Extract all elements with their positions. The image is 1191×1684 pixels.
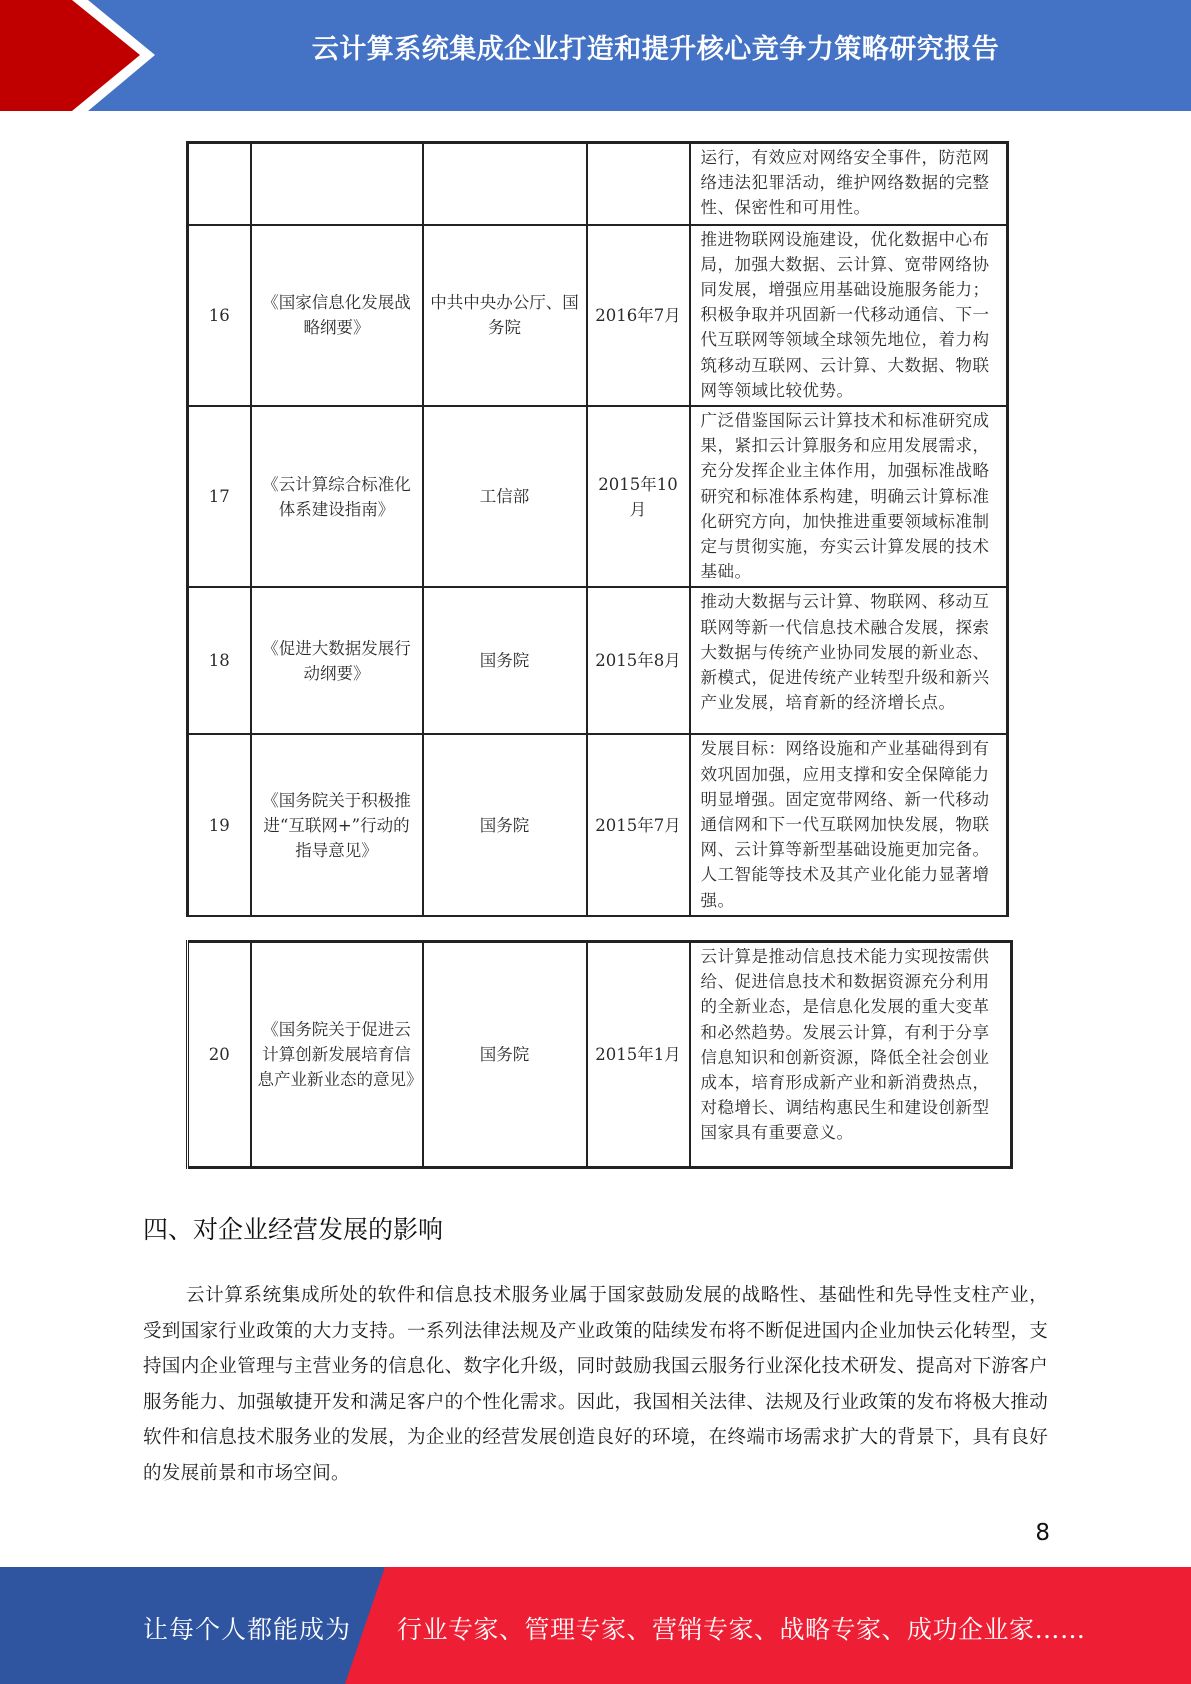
row-number: 19 (188, 734, 251, 915)
policy-content: 云计算是推动信息技术能力实现按需供给、促进信息技术和数据资源充分利用的全新业态，是信息化发展的重大变革和必然趋势。发展云计算，有利于分享信息知识和创新资源，降低全社会创业成本，培育形成新产业和新消费热点，对稳增长、调结构惠民生和建设创新型国家具有重要意义。 (690, 942, 1012, 1168)
policy-content: 广泛借鉴国际云计算技术和标准研究成果，紧扣云计算服务和应用发展需求，充分发挥企业主体作用，加强标准战略研究和标准体系构建，明确云计算标准化研究方向，加快推进重要领域标准制定与贯彻实施，夯实云计算发展的技术基础。 (690, 406, 1008, 587)
issue-date: 2015年8月 (587, 587, 690, 734)
policy-content: 运行，有效应对网络安全事件，防范网络违法犯罪活动，维护网络数据的完整性、保密性和可用性。 (690, 143, 1008, 225)
footer-slogan-right: 行业专家、管理专家、营销专家、战略专家、成功企业家…… (397, 1615, 1086, 1644)
header-red-chevron-decoration (0, 0, 140, 111)
issue-date: 2015年10月 (587, 406, 690, 587)
table-row (188, 734, 1008, 915)
policy-content: 发展目标：网络设施和产业基础得到有效巩固加强，应用支撑和安全保障能力明显增强。固定宽带网络、新一代移动通信网和下一代互联网加快发展，物联网、云计算等新型基础设施更加完备。人工智能等技术及其产业化能力显著增强。 (690, 734, 1008, 915)
report-title: 云计算系统集成企业打造和提升核心竞争力策略研究报告 (311, 34, 1000, 65)
row-number: 20 (188, 942, 251, 1168)
issuing-department: 中共中央办公厅、国务院 (423, 225, 587, 406)
issuing-department: 国务院 (423, 734, 587, 915)
page-header (0, 0, 1191, 111)
table-row (188, 587, 1008, 734)
policy-content: 推动大数据与云计算、物联网、移动互联网等新一代信息技术融合发展，探索大数据与传统产业协同发展的新业态、新模式，促进传统产业转型升级和新兴产业发展，培育新的经济增长点。 (690, 587, 1008, 734)
table-row (188, 406, 1008, 587)
policy-name: 《云计算综合标准化体系建设指南》 (251, 406, 423, 587)
issuing-department (423, 143, 587, 225)
policy-name: 《国务院关于积极推进“互联网+”行动的指导意见》 (251, 734, 423, 915)
issue-date: 2015年7月 (587, 734, 690, 915)
row-number: 18 (188, 587, 251, 734)
table-row (188, 942, 1012, 1168)
issuing-department: 国务院 (423, 942, 587, 1168)
policy-name: 《促进大数据发展行动纲要》 (251, 587, 423, 734)
section-heading: 四、对企业经营发展的影响 (143, 1215, 444, 1244)
issuing-department: 国务院 (423, 587, 587, 734)
issue-date: 2016年7月 (587, 225, 690, 406)
policy-name: 《国家信息化发展战略纲要》 (251, 225, 423, 406)
policy-table-continued (186, 141, 1009, 917)
issue-date (587, 143, 690, 225)
table-row (188, 143, 1008, 225)
row-number: 17 (188, 406, 251, 587)
row-number (188, 143, 251, 225)
issue-date: 2015年1月 (587, 942, 690, 1168)
policy-table-part-two (186, 940, 1013, 1169)
policy-content: 推进物联网设施建设，优化数据中心布局，加强大数据、云计算、宽带网络协同发展，增强应用基础设施服务能力；积极争取并巩固新一代移动通信、下一代互联网等领域全球领先地位，着力构筑移动互联网、云计算、大数据、物联网等领域比较优势。 (690, 225, 1008, 406)
body-paragraph: 云计算系统集成所处的软件和信息技术服务业属于国家鼓励发展的战略性、基础性和先导性支柱产业，受到国家行业政策的大力支持。一系列法律法规及产业政策的陆续发布将不断促进国内企业加快云化转型，支持国内企业管理与主营业务的信息化、数字化升级，同时鼓励我国云服务行业深化技术研发、提高对下游客户服务能力、加强敏捷开发和满足客户的个性化需求。因此，我国相关法律、法规及行业政策的发布将极大推动软件和信息技术服务业的发展，为企业的经营发展创造良好的环境，在终端市场需求扩大的背景下，具有良好的发展前景和市场空间。 (143, 1285, 1048, 1484)
policy-name: 《国务院关于促进云计算创新发展培育信息产业新业态的意见》 (251, 942, 423, 1168)
table-row (188, 225, 1008, 406)
issuing-department: 工信部 (423, 406, 587, 587)
policy-name (251, 143, 423, 225)
footer-slogan-left: 让每个人都能成为 (143, 1615, 352, 1644)
row-number: 16 (188, 225, 251, 406)
page-number: 8 (1035, 1520, 1050, 1546)
